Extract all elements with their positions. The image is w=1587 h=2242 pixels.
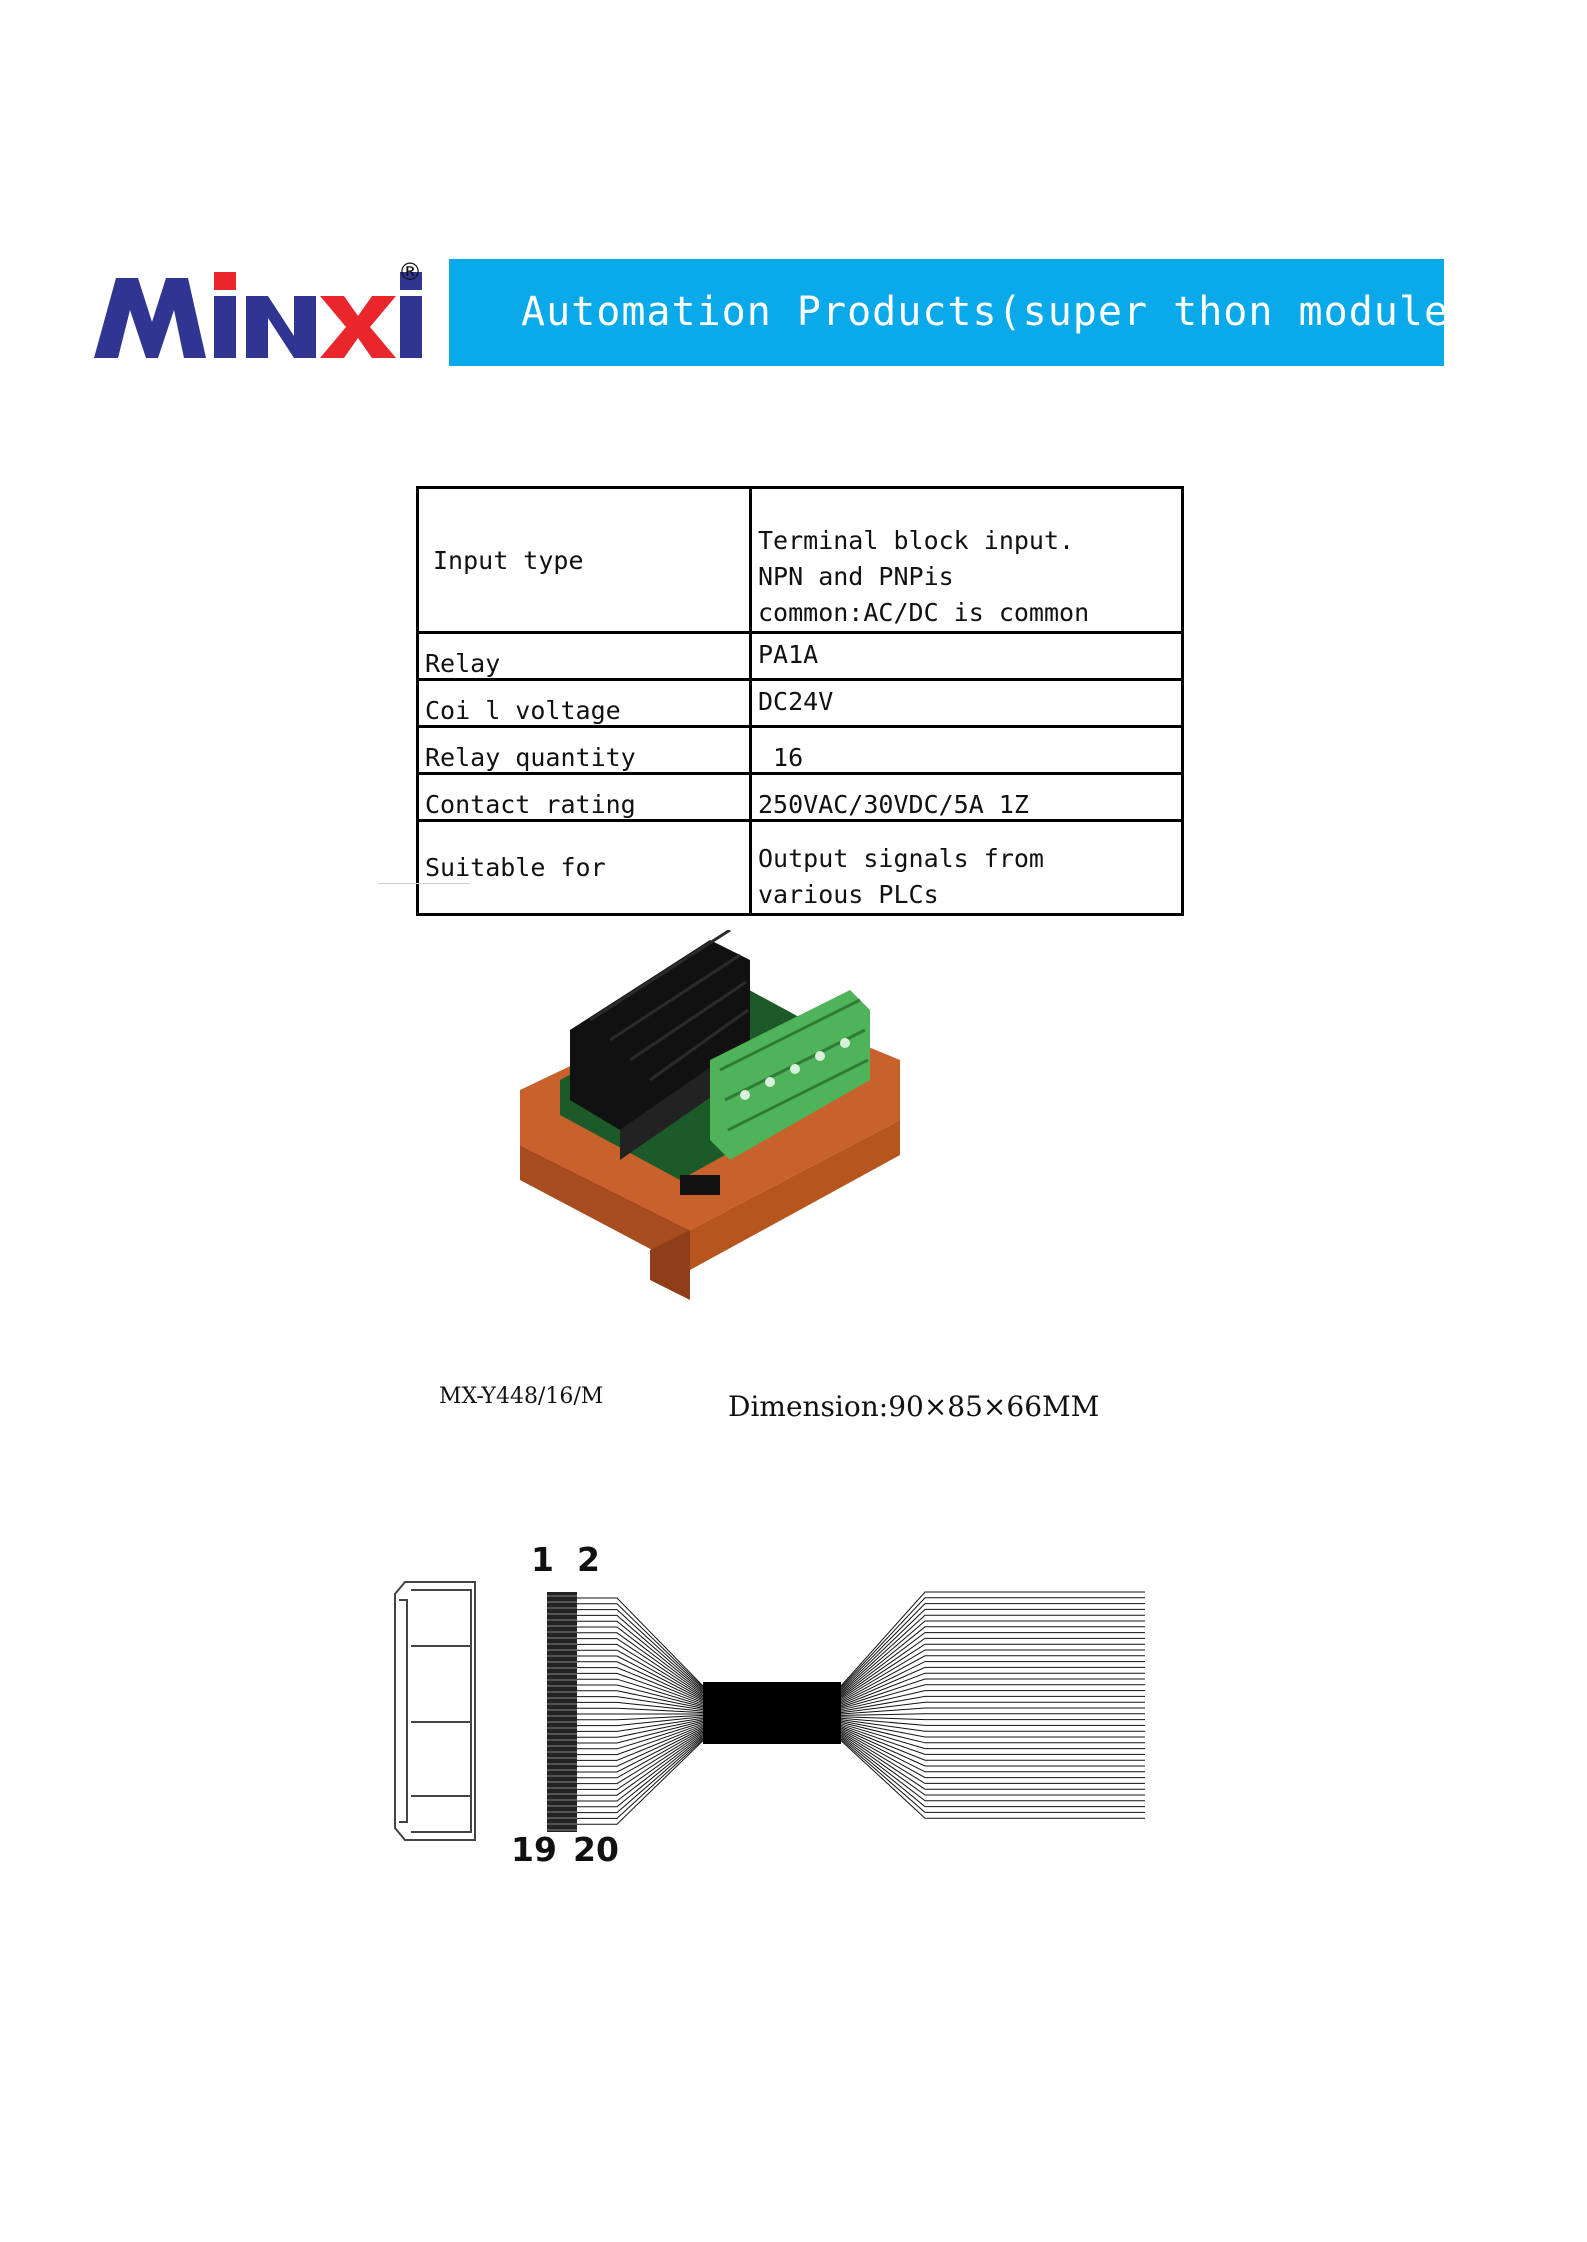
spec-label: Input type <box>418 488 751 633</box>
spec-row-relay <box>418 633 1183 680</box>
cable-wire <box>577 1604 703 1688</box>
spec-value: DC24V <box>751 680 1183 727</box>
model-number: MX-Y448/16/M <box>439 1384 604 1409</box>
cable-wire <box>841 1717 1145 1720</box>
spec-row-input-type <box>418 488 1183 633</box>
cable-wire <box>841 1714 1145 1716</box>
spec-value-line: common:AC/DC is common <box>758 598 1090 627</box>
spec-value-line: NPN and PNPis <box>758 562 954 591</box>
spec-value <box>751 488 1183 633</box>
spec-row-contact-rating <box>418 774 1183 821</box>
spec-row-relay-quantity <box>418 727 1183 774</box>
cable-wire <box>841 1673 1145 1705</box>
spec-row-suitable-for <box>418 821 1183 915</box>
spec-value: PA1A <box>751 633 1183 680</box>
spec-value: 250VAC/30VDC/5A 1Z <box>751 774 1183 821</box>
pin-label-20: 20 <box>573 1830 619 1869</box>
cable-wire <box>841 1739 1145 1812</box>
spec-value <box>751 821 1183 915</box>
cable-wire <box>841 1708 1145 1714</box>
spec-table <box>416 486 1184 916</box>
dimension-text: Dimension:90×85×66MM <box>728 1390 1100 1423</box>
cable-wire <box>841 1721 1145 1737</box>
cable-wire <box>577 1741 703 1825</box>
spec-value: 16 <box>751 727 1183 774</box>
registered-mark: ® <box>398 258 422 286</box>
cable-wire <box>841 1735 1145 1795</box>
spec-value-line: various PLCs <box>758 880 939 909</box>
spec-label: Relay quantity <box>418 727 751 774</box>
spec-value-line: Output signals from <box>758 844 1044 873</box>
divider-line <box>378 883 470 884</box>
pin-label-2: 2 <box>577 1540 600 1579</box>
cable-wire <box>841 1621 1145 1693</box>
spec-row-coil-voltage <box>418 680 1183 727</box>
product-photo <box>520 930 900 1300</box>
spec-value-line: Terminal block input. <box>758 526 1075 555</box>
spec-label: Coi l voltage <box>418 680 751 727</box>
banner-title: Automation Products(super thon module) <box>449 259 1444 366</box>
cable-wire <box>841 1696 1145 1711</box>
spec-label: Suitable for <box>418 821 751 915</box>
cable-diagram <box>385 1540 1165 1880</box>
spec-label: Contact rating <box>418 774 751 821</box>
cable-wire <box>841 1729 1145 1771</box>
spec-label: Relay <box>418 633 751 680</box>
pin-label-1: 1 <box>531 1540 554 1579</box>
pin-label-19: 19 <box>511 1830 557 1869</box>
cable-wire <box>841 1736 1145 1800</box>
minxi-logo <box>94 258 424 368</box>
cable-wire <box>841 1734 1145 1790</box>
